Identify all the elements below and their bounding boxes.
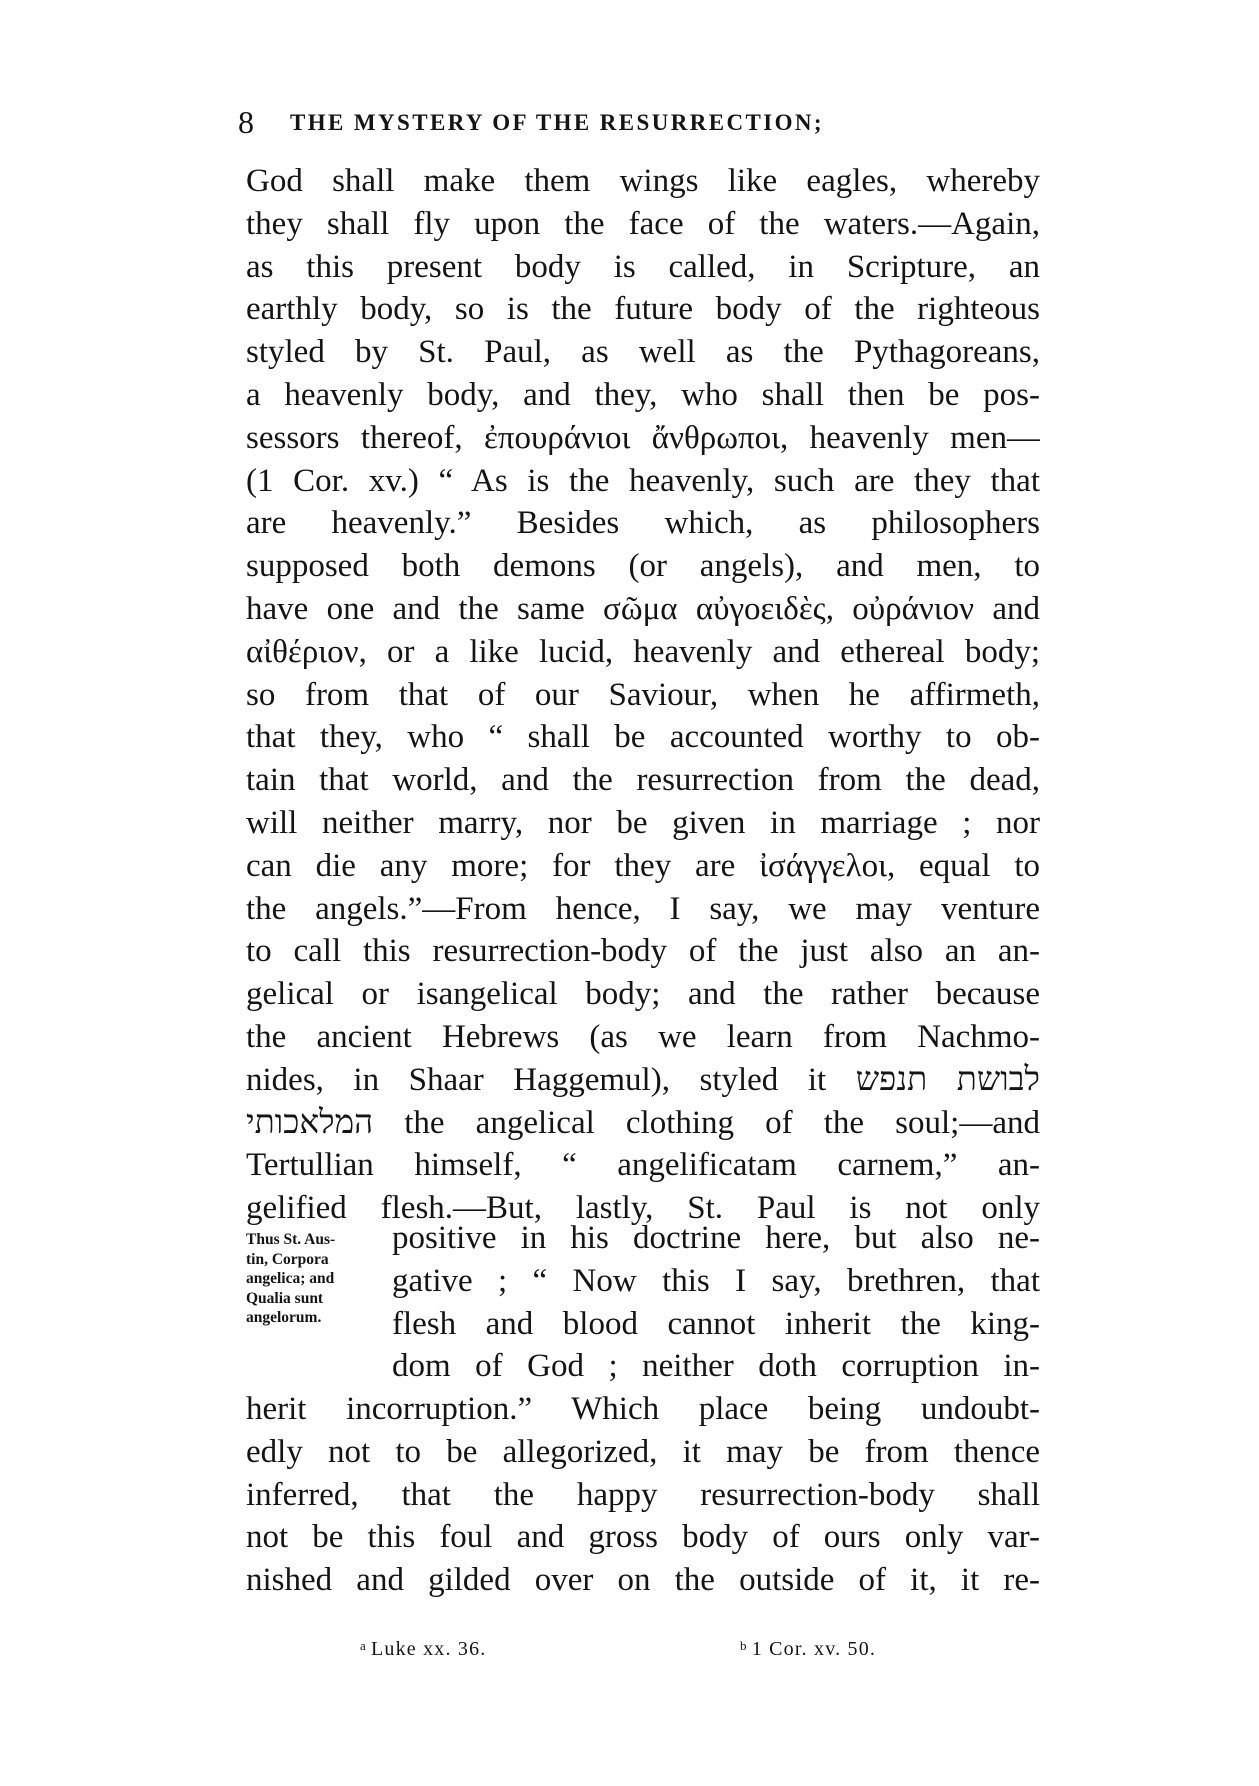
text-line: can die any more; for they are ἰσάγγελοι, equal to [246, 847, 1040, 884]
text-line: positive in his doctrine here, but also ne- [392, 1220, 1040, 1256]
text-line: המלאכותי the angelical clothing of the soul;—and [246, 1104, 1040, 1141]
running-title: THE MYSTERY OF THE RESURRECTION; [290, 110, 824, 135]
text-line: herit incorruption.” Which place being undoubt- [246, 1391, 1040, 1427]
text-line: edly not to be allegorized, it may be from thence [246, 1433, 1040, 1470]
text-line: to call this resurrection-body of the just also an an- [246, 933, 1040, 970]
text-line: they shall fly upon the face of the waters.—Again, [246, 205, 1040, 242]
text-line: styled by St. Paul, as well as the Pythagoreans, [246, 334, 1040, 371]
body-text-indented [392, 1217, 1040, 1388]
text-line: flesh and blood cannot inherit the king- [392, 1305, 1040, 1342]
text-line: sessors thereof, ἐπουράνιοι ἄνθρωποι, heavenly men— [246, 419, 1040, 456]
body-text-bottom [246, 1388, 1040, 1602]
text-line: the angels.”—From hence, I say, we may venture [246, 890, 1040, 927]
text-line: not be this foul and gross body of ours only var- [246, 1519, 1040, 1556]
text-line: are heavenly.” Besides which, as philosophers [246, 505, 1040, 542]
footnotes [0, 1638, 1259, 1668]
text-line: gative ; “ Now this I say, brethren, that [392, 1262, 1040, 1299]
page-number: 8 [238, 104, 254, 140]
margin-note-line: tin, Corpora [246, 1250, 329, 1268]
footnote-text: 1 Cor. xv. 50. [751, 1638, 877, 1660]
body-text-top [246, 160, 1040, 1230]
text-line: as this present body is called, in Scripture, an [246, 248, 1040, 285]
text-line: tain that world, and the resurrection from the dead, [246, 762, 1040, 799]
text-line: gelical or isangelical body; and the rather because [246, 976, 1040, 1013]
text-line: a heavenly body, and they, who shall then be pos- [246, 376, 1040, 413]
text-line: inferred, that the happy resurrection-body shall [246, 1476, 1040, 1513]
margin-note-line: angelorum. [246, 1309, 322, 1326]
text-line: gelified flesh.—But, lastly, St. Paul is not only [246, 1190, 1040, 1227]
text-line: Tertullian himself, “ angelificatam carnem,” an- [246, 1147, 1040, 1184]
text-line: supposed both demons (or angels), and men, to [246, 548, 1040, 585]
footnote-marker: a [360, 1638, 367, 1653]
text-line: dom of God ; neither doth corruption in- [392, 1348, 1040, 1385]
text-line: will neither marry, nor be given in marriage ; nor [246, 804, 1040, 841]
text-line: nished and gilded over on the outside of it, it re- [246, 1562, 1040, 1599]
text-line: so from that of our Saviour, when he affirmeth, [246, 676, 1040, 713]
margin-note-line: Qualia sunt [246, 1289, 324, 1307]
margin-note-line: angelica; and [246, 1270, 335, 1287]
text-line: the ancient Hebrews (as we learn from Nachmo- [246, 1018, 1040, 1055]
text-line: (1 Cor. xv.) “ As is the heavenly, such are they that [246, 462, 1040, 499]
text-line: God shall make them wings like eagles, whereby [246, 163, 1040, 199]
margin-note-line: Thus St. Aus- [246, 1231, 336, 1248]
footnote-text: Luke xx. 36. [370, 1638, 487, 1660]
text-line: earthly body, so is the future body of the righteous [246, 291, 1040, 328]
text-line: have one and the same σῶμα αὐγοειδὲς, οὐράνιον and [246, 590, 1040, 627]
running-header [238, 104, 1040, 144]
footnote-marker: b [740, 1638, 748, 1653]
footnote-a [360, 1638, 486, 1661]
margin-note [246, 1230, 386, 1328]
footnote-b [740, 1638, 876, 1661]
text-line: αἰθέριον, or a like lucid, heavenly and ethereal body; [246, 633, 1040, 670]
text-line: nides, in Shaar Haggemul), styled it לבושת תנפש [246, 1061, 1040, 1098]
text-line: that they, who “ shall be accounted worthy to ob- [246, 719, 1040, 756]
